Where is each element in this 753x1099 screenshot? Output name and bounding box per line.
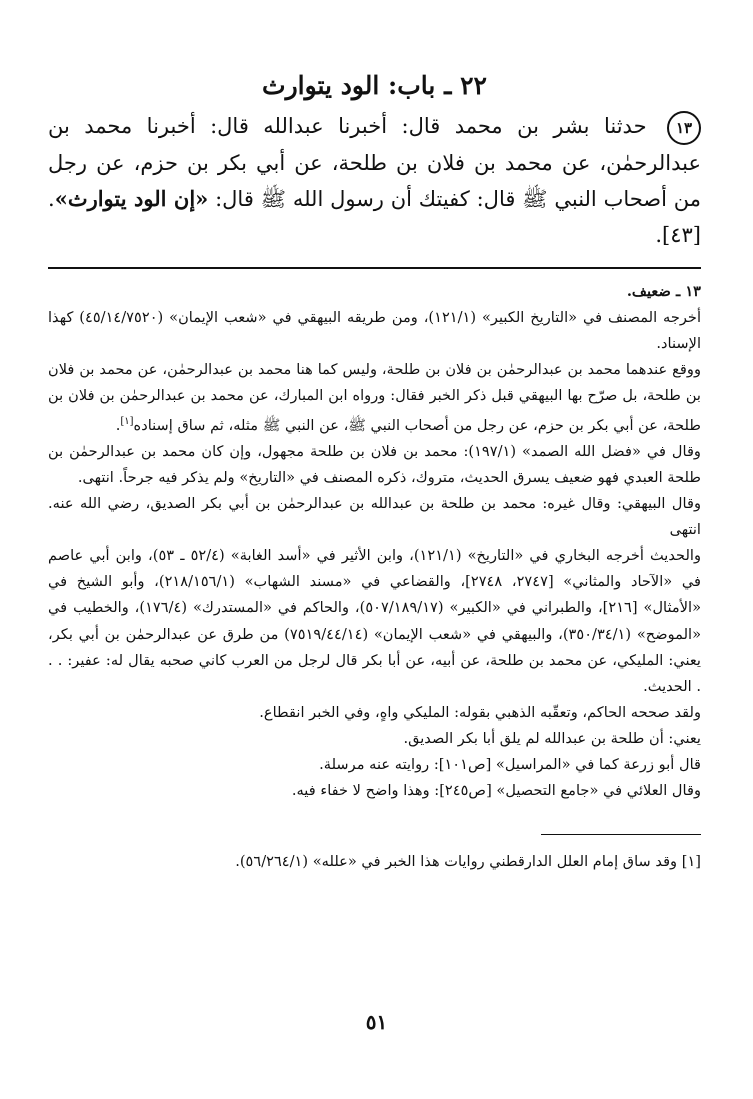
hadith-reference: . [٤٣].: [48, 186, 701, 247]
commentary-paragraph: أخرجه المصنف في «التاريخ الكبير» (١٢١/١)، ومن طريقه البيهقي في «شعب الإيمان» (٤٥/١٤/٧٥٢٠) كهذا الإسناد.: [48, 308, 702, 352]
commentary-paragraph: والحديث أخرجه البخاري في «التاريخ» (١٢١/١)، وابن الأثير في «أسد الغابة» (٥٢/٤ ـ ٥٣)، وابن أبي عاصم في «الآحاد والمثاني» [٢٧٤٧، ٢٧٤٨]، والقضاعي في «مسند الشهاب» (٢١٨/١٥٦/١)، وأبو الشيخ في «الأمثال» [٢١٦]، والطبراني في «الكبير» (٥٠٧/١٨٩/١٧)، والحاكم في «المستدرك» (١٧٦/٤)، والخطيب في «الموضح» (٣٥٠/٣٤/١)، والبيهقي في «شعب الإيمان» (٧٥١٩/٤٤/١٤) من طرق عن عبدالرحمٰن بن أبي بكر، يعني: المليكي، عن محمد بن طلحة، عن أبيه، عن أبا بكر قال لرجل من العرب كاني صحبه يقال له: عفير: . . . الحديث.: [48, 547, 702, 695]
commentary-paragraph: وقال في «فضل الله الصمد» (١٩٧/١): محمد بن فلان بن طلحة مجهول، وإن كان محمد بن عبدالرحمٰن بن طلحة العبدي فهو ضعيف يسرق الحديث، متروك، ذكره المصنف في «التاريخ» ولم يذكر فيه جرحاً. انتهى.: [48, 442, 701, 487]
hadith-number: ١٣: [667, 111, 701, 145]
commentary-paragraph: ولقد صححه الحاكم، وتعقّبه الذهبي بقوله: المليكي واهٍ، وفي الخبر انقطاع.: [259, 703, 701, 721]
footnote-reference: [١]: [120, 415, 134, 427]
hadith-text: [48, 108, 701, 253]
footnote-text: وقد ساق إمام العلل الدارقطني روايات هذا الخبر في «علله» (٥٦/٢٦٤/١).: [235, 852, 678, 870]
footnote-marker: [١]: [681, 852, 701, 870]
commentary-paragraph: قال أبو زرعة كما في «المراسيل» [ص١٠١]: روايته عنه مرسلة.: [319, 756, 701, 774]
hadith-matn: «إن الود يتوارث»: [54, 185, 209, 211]
footnote-divider: [541, 834, 701, 835]
section-divider: [48, 267, 701, 269]
commentary: [48, 279, 701, 805]
commentary-paragraph-text: ووقع عندهما محمد بن عبدالرحمٰن بن فلان بن طلحة، وليس كما هنا محمد بن عبدالرحمٰن، عن محمد بن فلان بن طلحة، بل صرّح بها البيهقي قبل ذكر الخبر فقال: ورواه ابن المبارك، عن محمد بن عبدالرحمٰن بن فلان بن طلحة، عن أبي بكر بن حزم، عن رجل من أصحاب النبي ﷺ، عن النبي ﷺ مثله، ثم ساق إسناده: [48, 360, 701, 434]
hadith-chain: حدثنا بشر بن محمد قال: أخبرنا عبدالله قال: أخبرنا محمد بن عبدالرحمٰن، عن محمد بن فلان بن طلحة، عن أبي بكر بن حزم، عن رجل من أصحاب النبي ﷺ قال: كفيتك أن رسول الله ﷺ قال:: [48, 114, 701, 211]
page-number: ٥١: [365, 1010, 388, 1034]
commentary-paragraph: وقال البيهقي: وقال غيره: محمد بن طلحة بن عبدالله بن عبدالرحمٰن بن أبي بكر الصديق، رضي الله عنه. انتهى: [48, 495, 701, 539]
footnote: [48, 850, 701, 874]
commentary-period: .: [115, 416, 121, 434]
commentary-paragraph: وقال العلائي في «جامع التحصيل» [ص٢٤٥]: وهذا واضح لا خفاء فيه.: [291, 782, 701, 800]
commentary-paragraph: [48, 357, 701, 439]
commentary-paragraph: يعني: أن طلحة بن عبدالله لم يلق أبا بكر الصديق.: [403, 729, 701, 747]
hadith-grade: ١٣ ـ ضعيف.: [626, 282, 701, 300]
chapter-title: ٢٢ ـ باب: الود يتوارث: [262, 71, 487, 100]
